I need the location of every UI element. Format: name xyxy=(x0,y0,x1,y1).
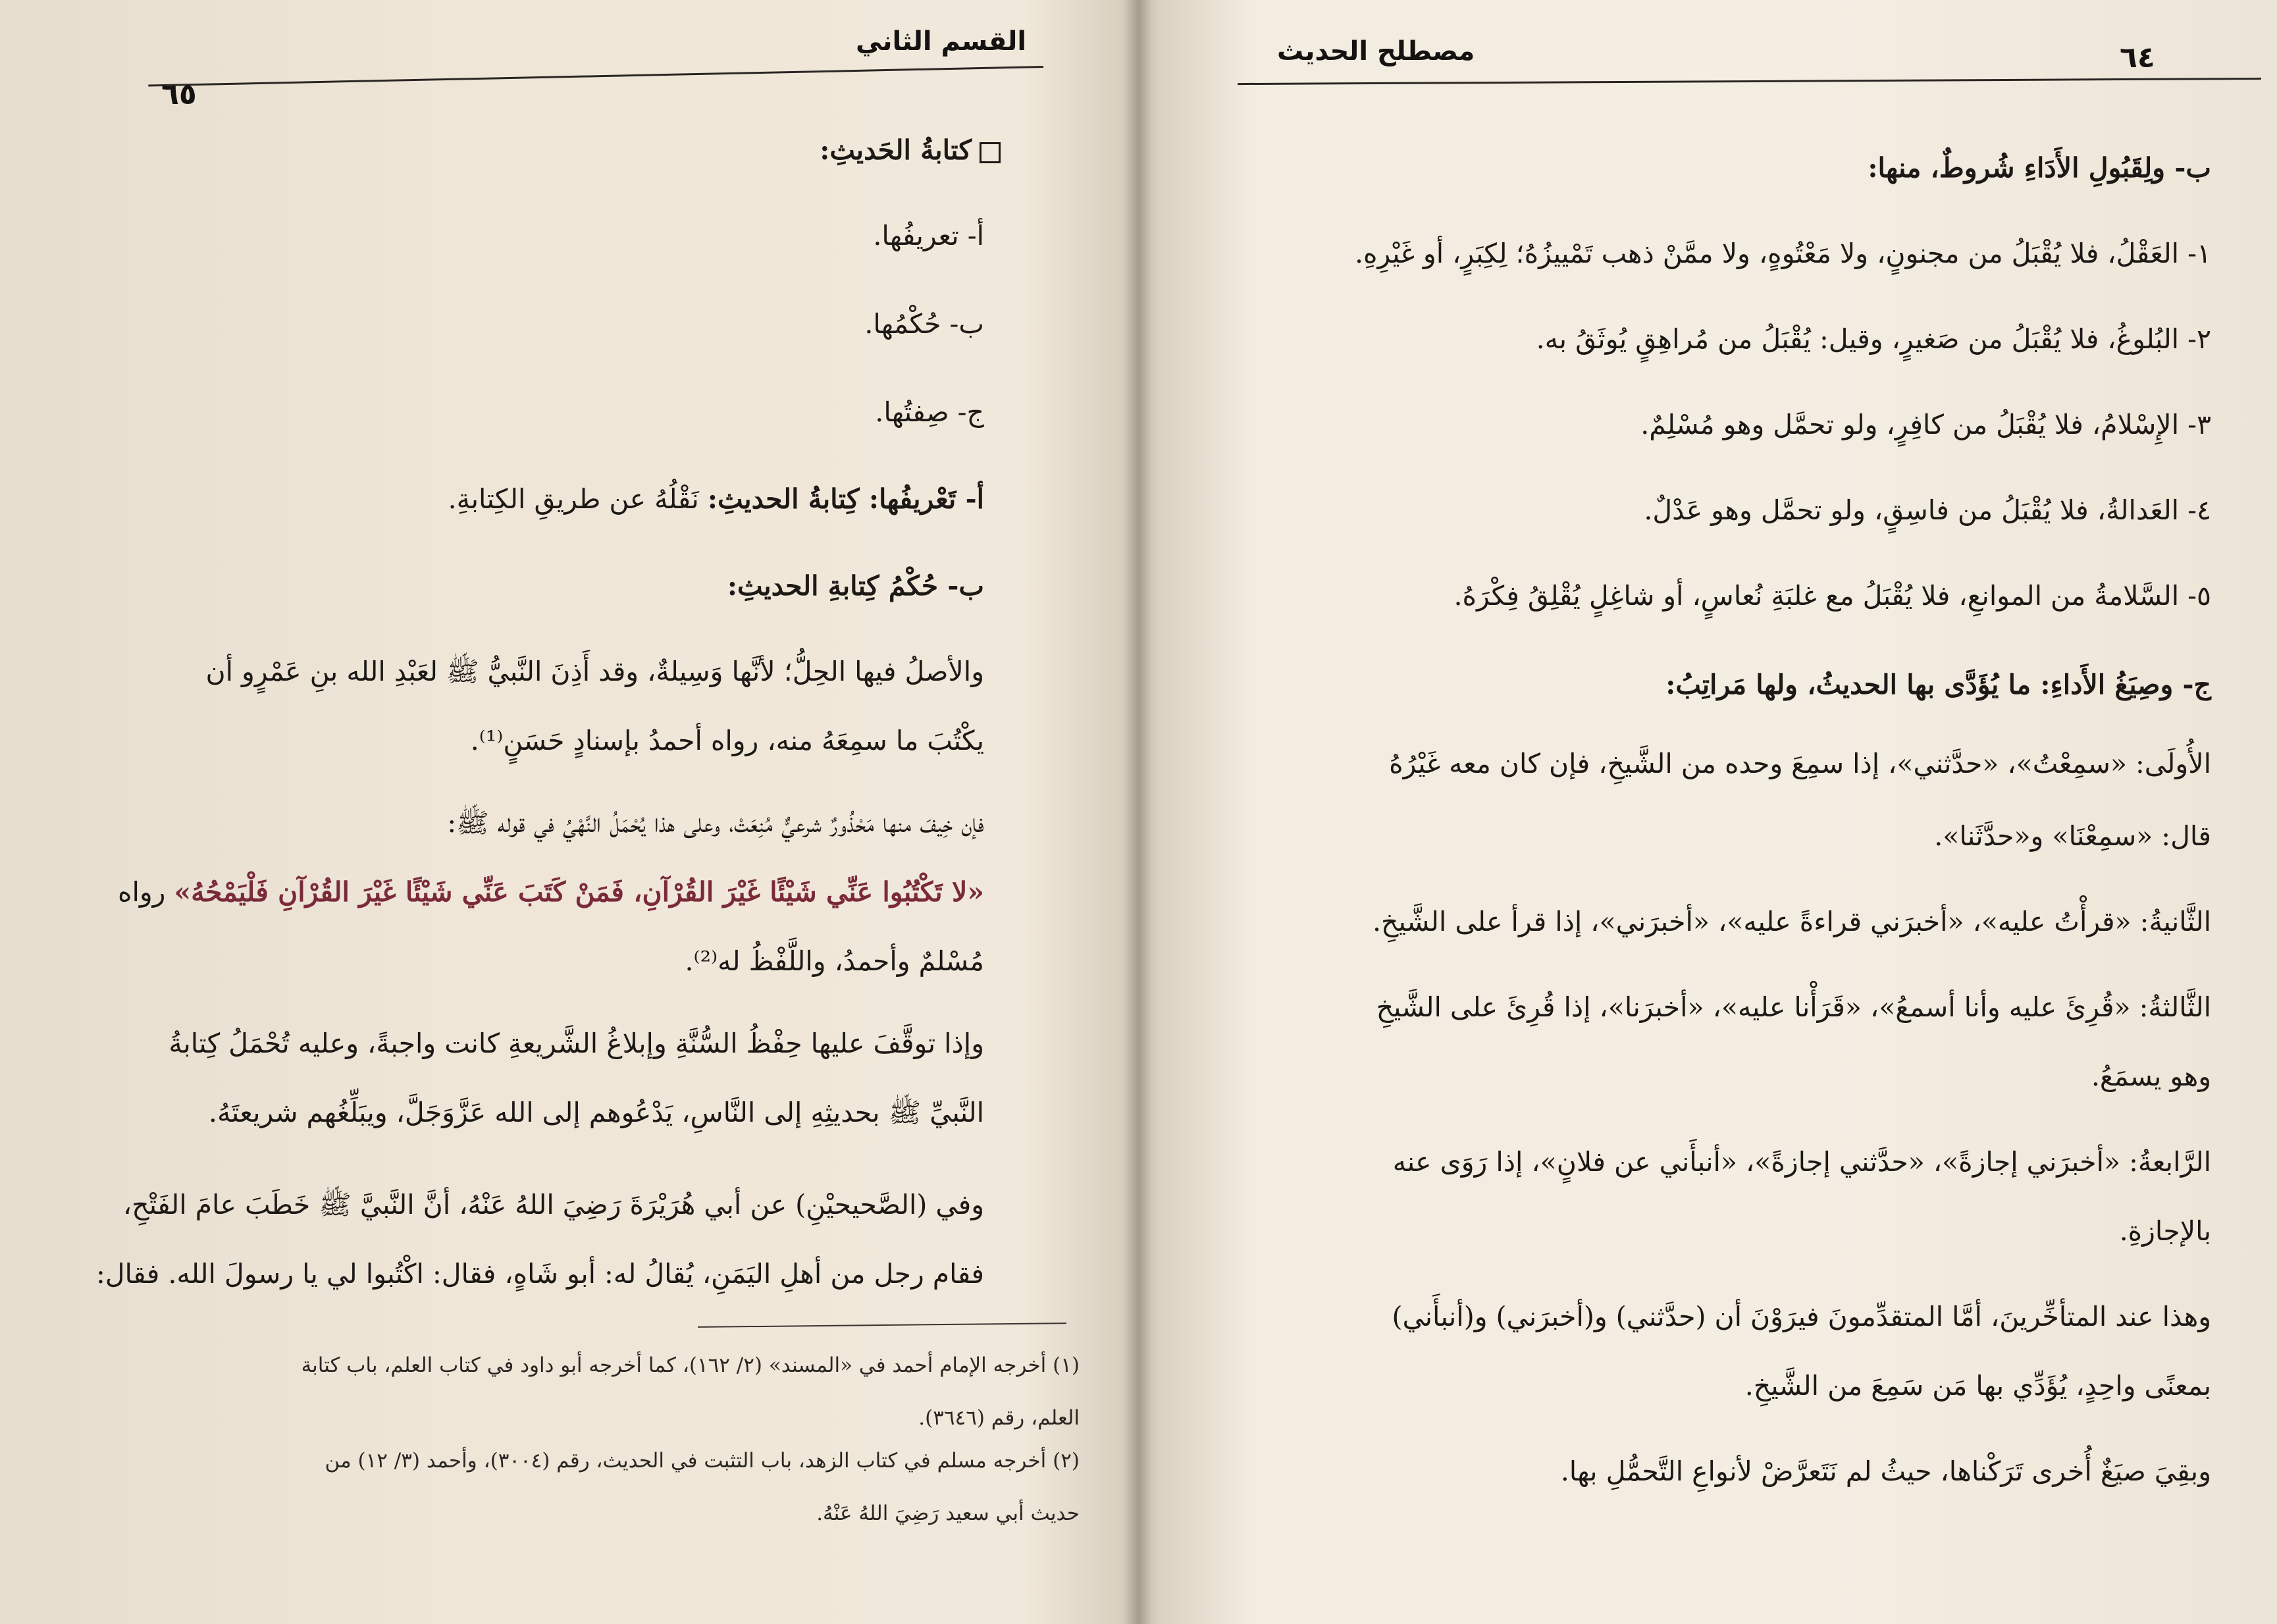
condition-item: ١- العَقْلُ، فلا يُقْبَلُ من مجنونٍ، ولا مَعْتُوهٍ، ولا ممَّنْ ذهب تَمْييزُهُ؛ لِكِبَرٍ، أو غَيْرِهِ. xyxy=(1354,238,2211,269)
body-line: وهذا عند المتأخِّرينَ، أمَّا المتقدِّمونَ فيرَوْنَ أن (حدَّثني) و(أخبرَني) و(أنبأَني) xyxy=(1392,1301,2211,1332)
right-page xyxy=(1145,0,2277,1624)
body-line: وإذا توقَّفَ عليها حِفْظُ السُّنَّةِ وإبلاغُ الشَّريعةِ كانت واجبةً، وعليه تُحْمَلُ كِتابةُ xyxy=(169,1028,984,1059)
footnote-line: العلم، رقم (٣٦٤٦). xyxy=(918,1406,1080,1430)
page-number: ٦٤ xyxy=(2120,41,2155,74)
ruling-heading: ب- حُكْمُ كِتابةِ الحديثِ: xyxy=(727,570,984,602)
rank-line: قال: «سمِعْنَا» و«حدَّثَنا». xyxy=(1934,820,2211,852)
body-line: مُسْلمٌ وأحمدُ، واللَّفْظُ له⁽²⁾. xyxy=(685,945,984,977)
body-line: وبقِيَ صيَغٌ أُخرى تَرَكْناها، حيثُ لم نَتَعرَّضْ لأنواعِ التَّحمُّلِ بها. xyxy=(1560,1455,2211,1487)
rank-line: الرَّابعةُ: «أخبرَني إجازةً»، «حدَّثني إجازةً»، «أنبأَني عن فلانٍ»، إذا رَوَى عنه xyxy=(1392,1146,2211,1178)
left-page xyxy=(0,0,1132,1624)
body-line: بمعنًى واحِدٍ، يُؤَدِّي بها مَن سَمِعَ من الشَّيخِ. xyxy=(1744,1370,2211,1401)
rank-line: الأُولَى: «سمِعْتُ»، «حدَّثني»، إذا سمِعَ وحده من الشَّيخِ، فإن كان معه غَيْرُهُ xyxy=(1389,748,2211,779)
body-line: يكْتُبَ ما سمِعَهُ منه، رواه أحمدُ بإسنادٍ حَسَنٍ⁽¹⁾. xyxy=(470,725,984,756)
body-line: النَّبيِّ ﷺ بحديثِهِ إلى النَّاسِ، يَدْعُوهم إلى الله عَزَّوَجَلَّ، ويبَلِّغُهم شريعتَهُ. xyxy=(208,1097,984,1128)
rank-line: الثَّالثةُ: «قُرِئَ عليه وأنا أسمعُ»، «قَرَأْنا عليه»، «أخبرَنا»، إذا قُرِئَ على الشَّيخِ xyxy=(1376,991,2211,1023)
running-header-title: القسم الثاني xyxy=(856,26,1027,57)
rank-line: بالإجازةِ. xyxy=(2119,1215,2211,1247)
formulas-heading: ج- وصِيَغُ الأَداءِ: ما يُؤَدَّى بها الحديثُ، ولها مَراتِبُ: xyxy=(1665,669,2211,700)
body-line: وفي (الصَّحيحيْنِ) عن أبي هُرَيْرَةَ رَضِيَ اللهُ عَنْهُ، أنَّ النَّبيَّ ﷺ خَطَبَ عامَ الفَتْحِ، xyxy=(122,1189,984,1220)
body-line: فقام رجل من أهلِ اليَمَنِ، يُقالُ له: أبو شَاهٍ، فقال: اكْتُبوا لي يا رسولَ الله. فقال: xyxy=(95,1258,984,1290)
header-rule xyxy=(148,66,1043,86)
condition-item: ٣- الإِسْلامُ، فلا يُقْبَلُ من كافِرٍ، ولو تحمَّل وهو مُسْلِمٌ. xyxy=(1640,409,2211,440)
hadith-quote: «لا تَكْتُبُوا عَنِّي شَيْئًا غَيْرَ القُرْآنِ، فَمَنْ كَتَبَ عَنِّي شَيْئًا غَيْرَ القُرْآنِ فَلْيَمْحُهُ» xyxy=(174,876,984,908)
condition-item: ٤- العَدالةُ، فلا يُقْبَلُ من فاسِقٍ، ولو تحمَّل وهو عَدْلٌ. xyxy=(1644,494,2211,526)
condition-item: ٢- البُلوغُ، فلا يُقْبَلُ من صَغيرٍ، وقيل: يُقْبَلُ من مُراهِقٍ يُوثَقُ به. xyxy=(1536,323,2211,355)
outline-item: ب- حُكْمُها. xyxy=(864,308,984,340)
running-header-title: مصطلح الحديث xyxy=(1277,36,1475,66)
definition-line: أ- تَعْريفُها: كِتابةُ الحديثِ: نَقْلُهُ عن طريقِ الكِتابةِ. xyxy=(448,483,984,515)
footnote-line: (٢) أخرجه مسلم في كتاب الزهد، باب التثبت في الحديث، رقم (٣٠٠٤)، وأحمد (٣/ ١٢) من xyxy=(325,1449,1080,1473)
page-number: ٦٥ xyxy=(161,78,197,111)
body-line: والأصلُ فيها الحِلُّ؛ لأنَّها وَسِيلةٌ، وقد أَذِنَ النَّبيُّ ﷺ لعَبْدِ الله بنِ عَمْرٍو أن xyxy=(205,656,984,687)
section-heading: كتابةُ الحَديثِ: xyxy=(820,130,1001,170)
rank-line: وهو يسمَعُ. xyxy=(2091,1061,2211,1092)
rank-line: الثَّانيةُ: «قرأْتُ عليه»، «أخبرَني قراءةً عليه»، «أخبرَني»، إذا قرأ على الشَّيخِ. xyxy=(1372,906,2211,937)
footnote-line: حديث أبي سعيد رَضِيَ اللهُ عَنْهُ. xyxy=(816,1502,1080,1525)
checkbox-square-icon xyxy=(980,142,1001,163)
outline-item: ج- صِفتُها. xyxy=(875,396,984,428)
body-line: فإن خِيفَ منها مَحْذُورٌ شرعيٌّ مُنِعَتْ، وعلى هذا يُحْمَلُ النَّهْيُ في قوله ﷺ: xyxy=(447,807,984,839)
conditions-heading: ب- ولِقَبُولِ الأَدَاءِ شُروطٌ، منها: xyxy=(1868,152,2211,184)
outline-item: أ- تعريفُها. xyxy=(873,220,984,251)
condition-item: ٥- السَّلامةُ من الموانعِ، فلا يُقْبَلُ مع غلبَةِ نُعاسٍ، أو شاغِلٍ يُقْلِقُ فِكْرَهُ. xyxy=(1453,580,2211,612)
hadith-line: «لا تَكْتُبُوا عَنِّي شَيْئًا غَيْرَ القُرْآنِ، فَمَنْ كَتَبَ عَنِّي شَيْئًا غَيْرَ القُرْآنِ فَلْيَمْحُهُ» رواه xyxy=(118,876,984,908)
footnote-rule xyxy=(698,1323,1066,1328)
footnote-line: (١) أخرجه الإمام أحمد في «المسند» (٢/ ١٦٢)، كما أخرجه أبو داود في كتاب العلم، باب كتابة xyxy=(301,1353,1080,1377)
header-rule xyxy=(1238,78,2261,85)
